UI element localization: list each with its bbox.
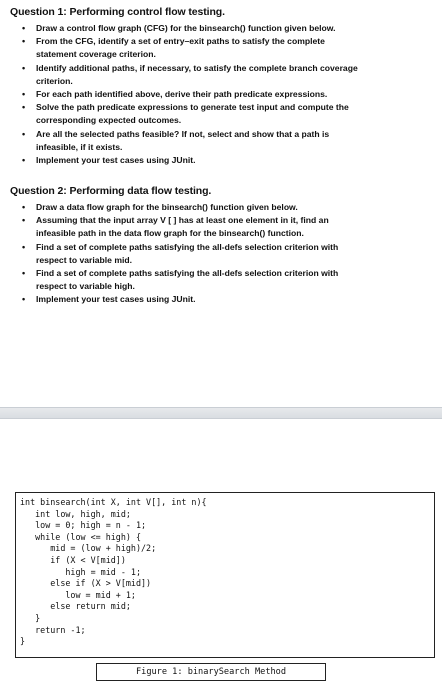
code-line: return -1; <box>20 624 86 635</box>
list-item <box>20 293 420 306</box>
code-line: int low, high, mid; <box>20 508 131 519</box>
code-line: if (X < V[mid]) <box>20 555 126 565</box>
code-line: else if (X > V[mid]) <box>20 578 152 589</box>
item-line: respect to variable high. <box>36 281 135 292</box>
question1-title: Question 1: Performing control flow testing. <box>10 6 225 18</box>
bullet-icon: • <box>22 294 26 305</box>
item-line: Assuming that the input array V [ ] has at least one element in it, find an <box>36 215 329 226</box>
item-line: Implement your test cases using JUnit. <box>36 294 196 305</box>
item-line: Implement your test cases using JUnit. <box>36 155 196 166</box>
code-line: } <box>20 636 26 647</box>
code-line: while (low <= high) { <box>20 531 142 542</box>
code-line: else return mid; <box>20 601 131 612</box>
question2-title: Question 2: Performing data flow testing. <box>10 185 212 197</box>
code-line: } <box>20 613 41 623</box>
item-line: respect to variable mid. <box>36 254 132 265</box>
list-item <box>20 154 420 167</box>
bullet-icon: • <box>22 62 26 73</box>
item-line: infeasible, if it exists. <box>36 141 123 152</box>
list-item <box>20 267 420 293</box>
item-line: Find a set of complete paths satisfying the all-defs selection criterion with <box>36 241 339 252</box>
bullet-icon: • <box>22 202 26 212</box>
bullet-icon: • <box>22 89 26 100</box>
bullet-icon: • <box>22 241 26 252</box>
item-line: Draw a control flow graph (CFG) for the binsearch() function given below. <box>36 23 336 33</box>
list-item <box>20 35 420 61</box>
item-line: Identify additional paths, if necessary, to satisfy the complete branch coverage <box>36 62 358 73</box>
item-line: infeasible path in the data flow graph for the binsearch() function. <box>36 228 304 239</box>
item-line: criterion. <box>36 75 73 86</box>
bullet-icon: • <box>22 102 26 113</box>
bullet-icon: • <box>22 23 26 33</box>
item-line: Find a set of complete paths satisfying the all-defs selection criterion with <box>36 268 339 279</box>
list-item <box>20 201 420 214</box>
item-line: corresponding expected outcomes. <box>36 115 182 126</box>
figure-caption: Figure 1: binarySearch Method <box>135 667 287 677</box>
bullet-icon: • <box>22 268 26 279</box>
section-divider <box>0 407 442 419</box>
question2-list <box>20 201 420 307</box>
bullet-icon: • <box>22 128 26 139</box>
item-line: From the CFG, identify a set of entry–exit paths to satisfy the complete <box>36 36 325 47</box>
list-item <box>20 88 420 101</box>
list-item <box>20 214 420 240</box>
code-line: low = mid + 1; <box>20 589 136 600</box>
list-item <box>20 101 420 127</box>
list-item <box>20 128 420 154</box>
bullet-icon: • <box>22 155 26 166</box>
item-line: For each path identified above, derive their path predicate expressions. <box>36 89 328 100</box>
item-line: statement coverage criterion. <box>36 49 156 60</box>
code-line: low = 0; high = n - 1; <box>20 520 147 531</box>
item-line: Are all the selected paths feasible? If not, select and show that a path is <box>36 128 330 139</box>
item-line: Draw a data flow graph for the binsearch() function given below. <box>36 202 298 212</box>
list-item <box>20 241 420 267</box>
list-item <box>20 22 420 35</box>
code-line: high = mid - 1; <box>20 566 142 577</box>
question1-list <box>20 22 420 167</box>
code-line: int binsearch(int X, int V[], int n){ <box>20 497 207 507</box>
bullet-icon: • <box>22 215 26 226</box>
list-item <box>20 62 420 88</box>
bullet-icon: • <box>22 36 26 47</box>
code-line: mid = (low + high)/2; <box>20 543 157 554</box>
item-line: Solve the path predicate expressions to generate test input and compute the <box>36 102 349 113</box>
